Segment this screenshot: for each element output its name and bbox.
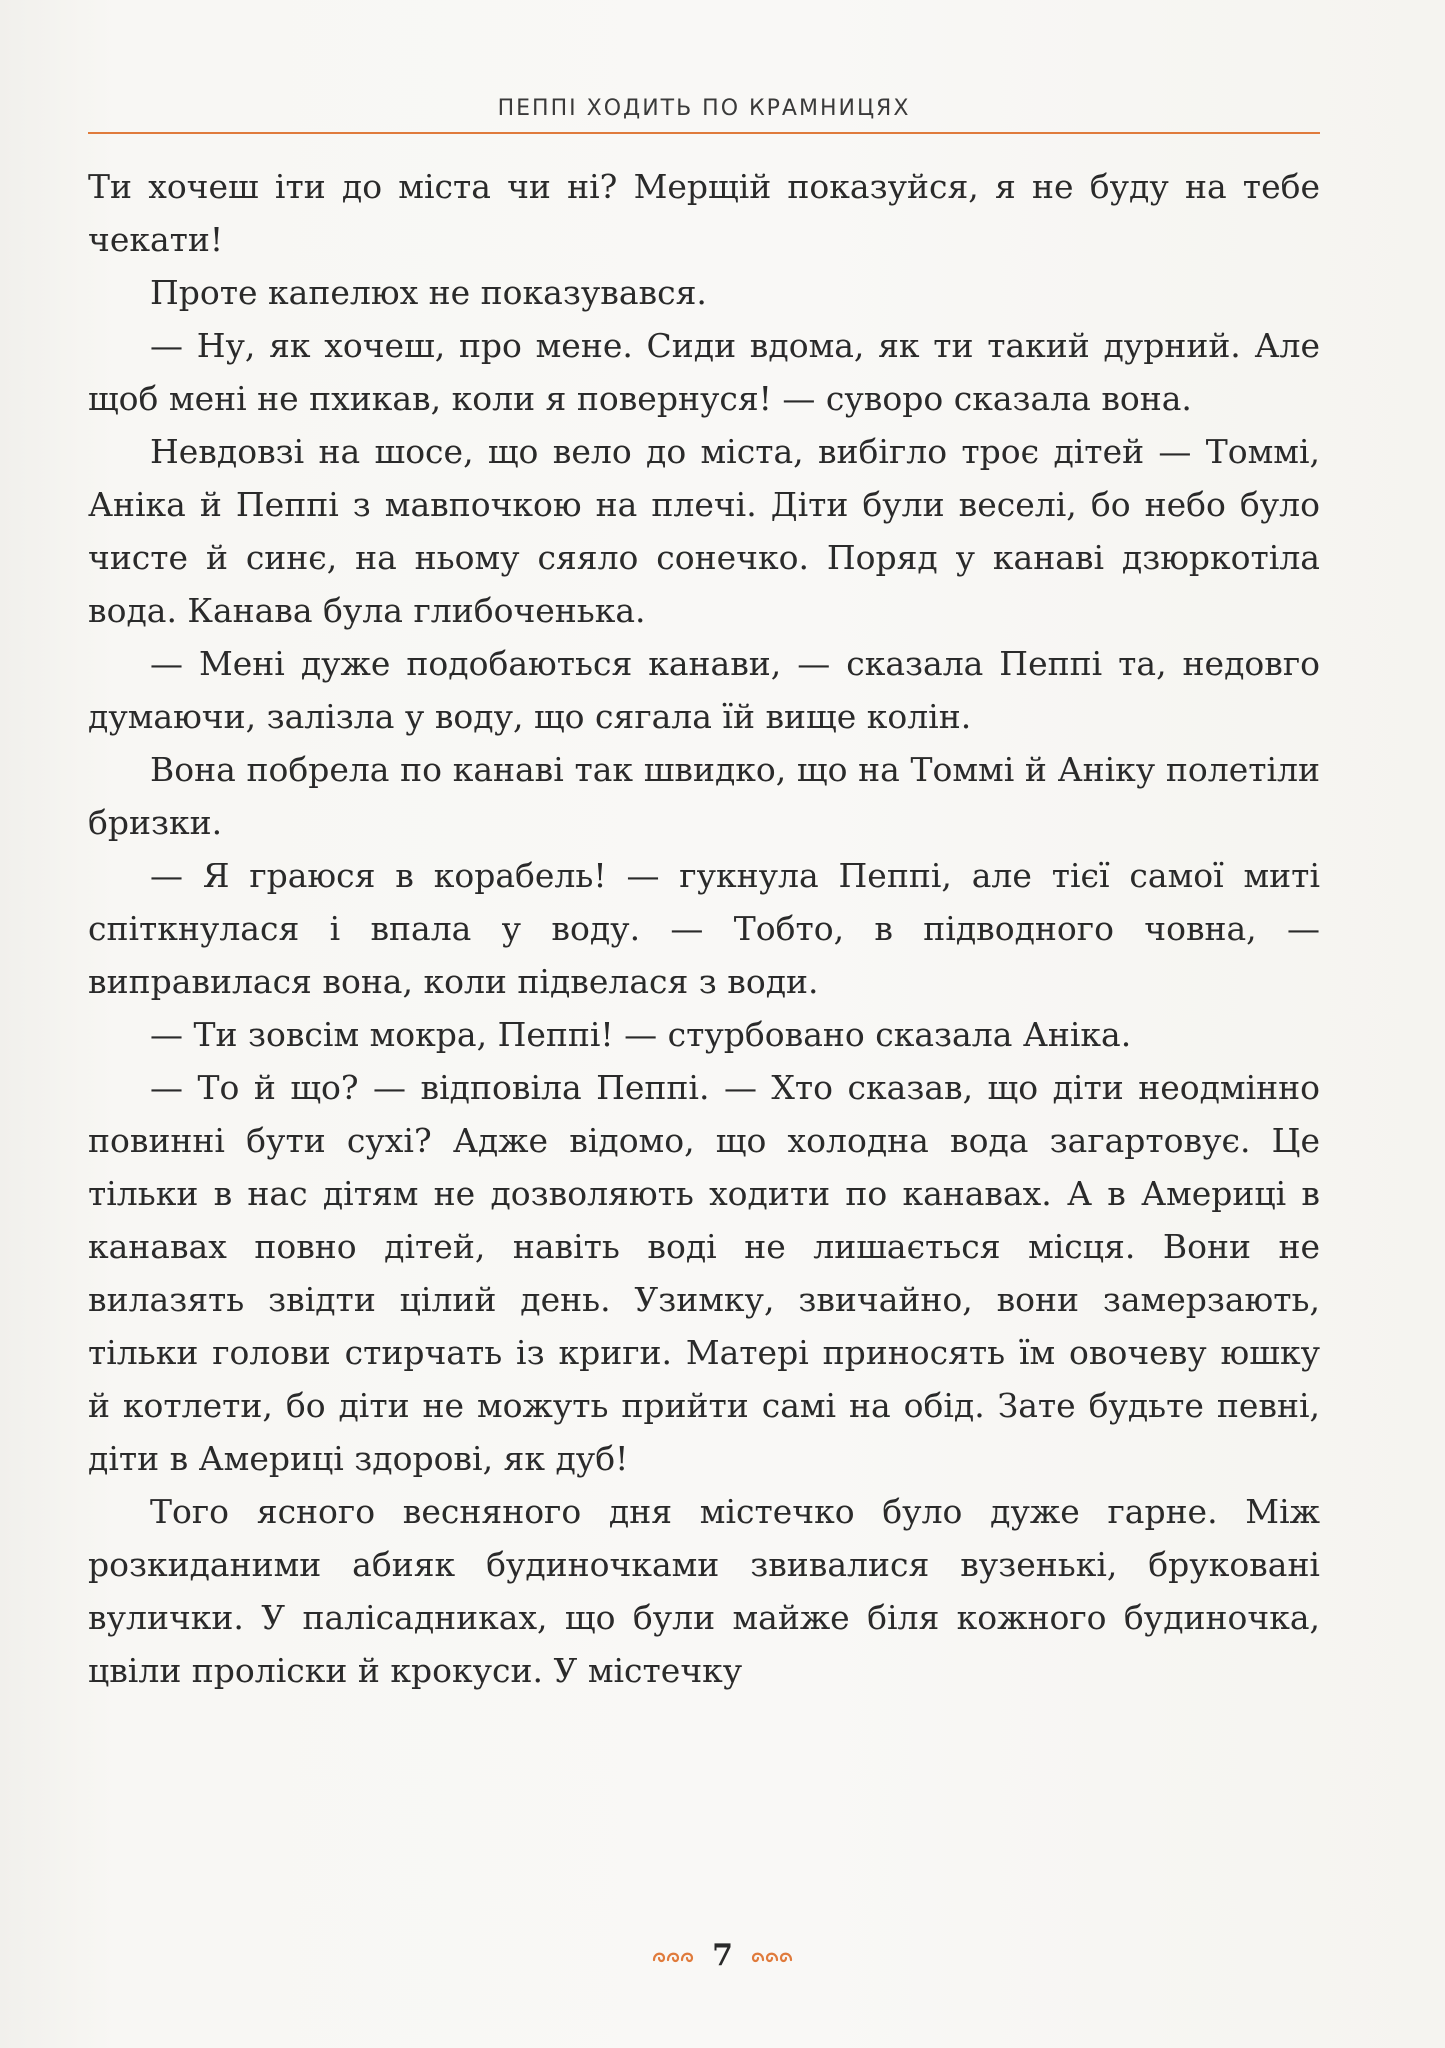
- chapter-title: ПЕППІ ХОДИТЬ ПО КРАМНИЦЯХ: [497, 96, 911, 121]
- page-number: 7: [712, 1938, 733, 1973]
- paragraph: Вона побрела по канаві так швидко, що на Томмі й Аніку полетіли бризки.: [88, 750, 1320, 842]
- ornament-swirl-right-icon: [747, 1946, 795, 1966]
- running-head: [88, 88, 1320, 138]
- paragraph: Того ясного весняного дня містечко було дуже гарне. Між розкиданими абияк будиночками звивалися вузенькі, бруковані вулички. У палісадниках, що були майже біля кожного будиночка, цвіли проліски й крокуси. У містечку: [88, 1492, 1320, 1690]
- page-footer: [0, 1938, 1445, 1978]
- paragraph: — То й що? — відповіла Пеппі. — Хто сказав, що діти неодмінно повинні бути сухі? Адже відомо, що холодна вода загартовує. Це тільки в нас дітям не дозволяють ходити по канавах. А в Америці в канавах повно дітей, навіть воді не лишається місця. Вони не вилазять звідти цілий день. Узимку, звичайно, вони замерзають, тільки голови стирчать із криги. Матері приносять їм овочеву юшку й котлети, бо діти не можуть прийти самі на обід. Зате будьте певні, діти в Америці здорові, як дуб!: [88, 1068, 1320, 1478]
- body-text: [88, 160, 1320, 1697]
- paragraph: — Ти зовсім мокра, Пеппі! — стурбовано сказала Аніка.: [150, 1015, 1132, 1054]
- paragraph: Невдовзі на шосе, що вело до міста, вибігло троє дітей — Томмі, Аніка й Пеппі з мавпочкою на плечі. Діти були веселі, бо небо було чисте й синє, на ньому сяяло сонечко. Поряд у канаві дзюркотіла вода. Канава була глибоченька.: [88, 432, 1320, 630]
- header-rule: [88, 132, 1320, 134]
- paragraph: Ти хочеш іти до міста чи ні? Мерщій показуйся, я не буду на тебе чекати!: [88, 167, 1320, 259]
- paragraph: — Ну, як хочеш, про мене. Сиди вдома, як ти такий дурний. Але щоб мені не пхикав, коли я повернуся! — суворо сказала вона.: [88, 326, 1320, 418]
- paragraph: Проте капелюх не показувався.: [150, 273, 707, 312]
- paragraph: — Я граюся в корабель! — гукнула Пеппі, але тієї самої миті спіткнулася і впала у воду. — Тобто, в підводного човна, — виправилася вона, коли підвелася з води.: [88, 856, 1320, 1001]
- ornament-swirl-left-icon: [650, 1946, 698, 1966]
- paragraph: — Мені дуже подобаються канави, — сказала Пеппі та, недовго думаючи, залізла у воду, що сягала їй вище колін.: [88, 644, 1320, 736]
